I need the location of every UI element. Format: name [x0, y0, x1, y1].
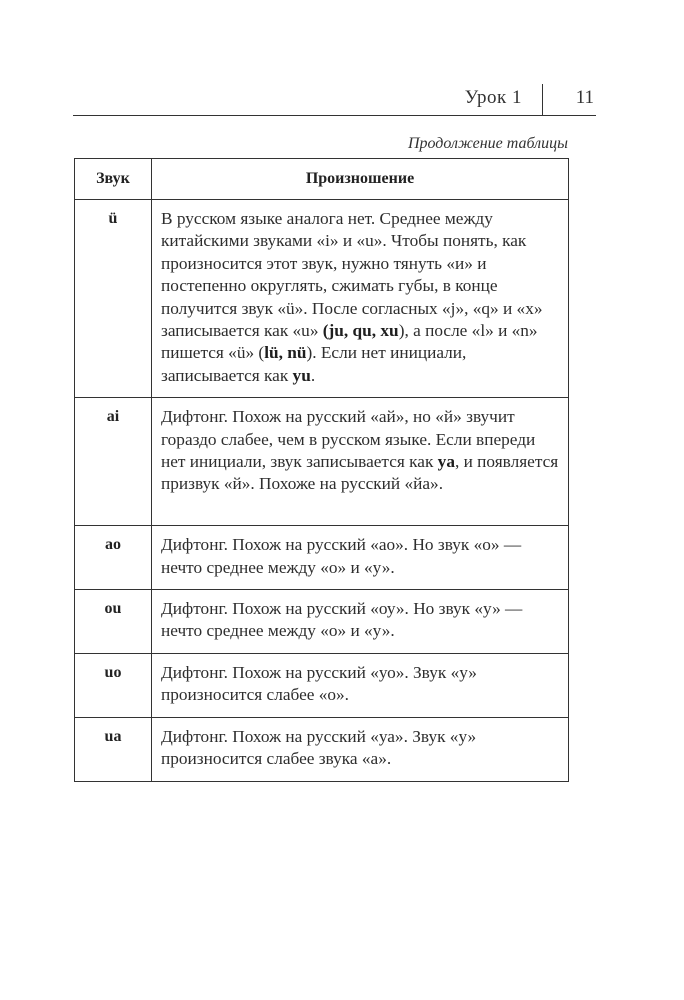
table-continuation-caption: Продолжение таблицы	[407, 135, 568, 152]
text-run: В русском языке аналога нет. Среднее между китайскими звуками «i» и «u». Чтобы понять, как произносится этот звук, нужно тянуть «и» и постепенно округлять, сжимать губы, в конце получится звук «ü». После согласных «j», «q» и «x» записывается как «u»	[161, 209, 543, 341]
table-row	[75, 717, 569, 781]
pronunciation-cell	[152, 653, 569, 717]
bold-term: lü, nü	[264, 343, 307, 363]
text-run: .	[310, 365, 316, 385]
text-run: Дифтонг. Похож на русский «уо». Звук «у» произносится слабее «о».	[161, 662, 477, 705]
sound-cell: ao	[75, 526, 152, 590]
page-number: 11	[575, 87, 594, 108]
table-row	[75, 653, 569, 717]
text-run: Дифтонг. Похож на русский «ай», но «й» звучит гораздо слабее, чем в русском языке. Если впереди нет инициали, звук записывается как	[161, 407, 536, 472]
text-run: Дифтонг. Похож на русский «оу». Но звук «у» — нечто среднее между «о» и «у».	[161, 599, 523, 641]
sound-cell: ü	[75, 200, 152, 398]
text-run: ). Если нет инициали, записывается как	[161, 343, 467, 385]
text-run: Дифтонг. Похож на русский «уа». Звук «у» произносится слабее звука «а».	[161, 726, 477, 769]
bold-term: (ju, qu, xu	[322, 321, 399, 341]
running-head	[73, 84, 596, 116]
header-divider	[542, 84, 543, 115]
table-header-row	[75, 159, 569, 200]
column-header-pronunciation: Произношение	[152, 159, 569, 200]
sound-cell: uo	[75, 653, 152, 717]
sound-cell: ou	[75, 590, 152, 654]
table-row	[75, 526, 569, 590]
pronunciation-cell	[152, 590, 569, 654]
pronunciation-table	[74, 158, 569, 782]
text-run: , и появляется призвук «й». Похоже на русский «йа».	[161, 452, 559, 494]
pronunciation-cell	[152, 526, 569, 590]
text-run: Дифтонг. Похож на русский «ао». Но звук «о» — нечто среднее между «о» и «у».	[161, 535, 522, 577]
text-run: ), а после «l» и «n» пишется «ü» (	[161, 321, 538, 363]
sound-cell: ua	[75, 717, 152, 781]
sound-cell: ai	[75, 398, 152, 526]
pronunciation-cell	[152, 398, 569, 526]
lesson-title: Урок 1	[464, 87, 522, 108]
column-header-sound: Звук	[75, 159, 152, 200]
table-row	[75, 398, 569, 526]
table-row	[75, 590, 569, 654]
pronunciation-cell	[152, 200, 569, 398]
bold-term: yu	[292, 365, 311, 385]
pronunciation-cell	[152, 717, 569, 781]
table-row	[75, 200, 569, 398]
bold-term: ya	[437, 452, 455, 472]
